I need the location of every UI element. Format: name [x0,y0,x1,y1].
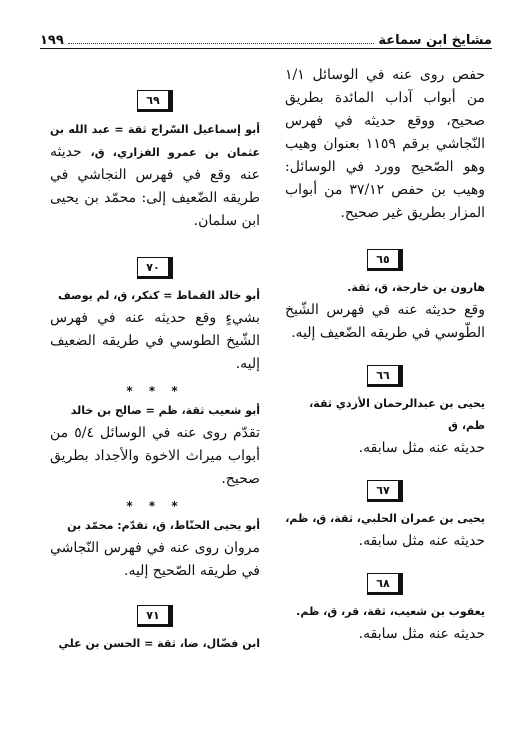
entry-number-badge: ٧٠ [137,257,173,279]
entry-number-badge: ٦٨ [367,573,403,595]
intro-paragraph: حفص روى عنه في الوسائل ١/١ من أبواب آداب المائدة بطريق صحيح، ووقع حديثه في فهرس النّجاشي برقم ١١٥٩ بعنوان وهيب وهو الصّحيح وورد في الوسائل: وهيب بن حفص ٣٧/١٢ من أبواب المزار بطريق غير صحيح. [285,67,485,221]
entry-text: وقع حديثه عنه في فهرس الشّيخ الطّوسي في طريقه الضّعيف إليه. [285,302,485,341]
page-number: ١٩٩ [40,33,64,48]
entry-heading: أبو إسماعيل السّراج ثقة = عبد الله بن عثمان بن عمرو الفزاري، ق، [50,123,261,159]
entry-number-badge: ٦٧ [367,480,403,502]
entry-number-badge: ٦٦ [367,365,403,387]
section-separator: * * * [126,384,184,398]
dotted-leader [68,43,375,44]
entry-heading: هارون بن خارجة، ق، ثقة. [347,281,485,294]
entry-heading: يحيى بن عبدالرحمان الأزدي ثقة، ظم، ق [309,397,485,432]
entry-number-badge: ٦٥ [367,249,403,271]
entry-heading: يعقوب بن شعيب، ثقة، قر، ق، ظم. [296,605,485,618]
right-column [285,60,485,646]
entry-heading: أبو يحيى الحنّاط، ق، تقدّم: محمّد بن [67,519,260,532]
entry-number-badge: ٧١ [137,605,173,627]
entry-text: حديثه عنه مثل سابقه. [358,626,485,642]
entry-heading: أبو خالد القماط = كنكر، ق، لم يوصف [58,289,260,302]
entry-heading: يحيى بن عمران الحلبي، ثقة، ق، ظم، [285,512,485,525]
entry-text: مروان روى عنه في فهرس النّجاشي في طريقه الصّحيح إليه. [50,540,260,579]
left-column [50,60,260,655]
entry-text: حديثه عنه مثل سابقه. [358,440,485,456]
entry-heading: ابن فضّال، ضا، ثقة = الحسن بن علي [58,637,260,650]
page-header [40,26,492,49]
entry-text: تقدّم روى عنه في الوسائل ٥/٤ من أبواب ميراث الاخوة والأجداد بطريق صحيح. [50,425,260,487]
entry-text: حديثه عنه مثل سابقه. [358,533,485,549]
entry-69-paragraph [50,118,260,233]
running-title: مشايخ ابن سماعة [378,33,492,48]
entry-text: حديثه عنه وقع في فهرس النجاشي في طريقه الضّعيف إلى: محمّد بن يحيى ابن سلمان. [50,144,260,229]
entry-number-badge: ٦٩ [137,90,173,112]
entry-heading: أبو شعيب ثقة، ظم = صالح بن خالد [70,404,260,417]
entry-text: بشيءٍ وقع حديثه عنه في فهرس الشّيخ الطوسي في طريقه الضعيف إليه. [50,310,260,372]
section-separator: * * * [126,499,184,513]
